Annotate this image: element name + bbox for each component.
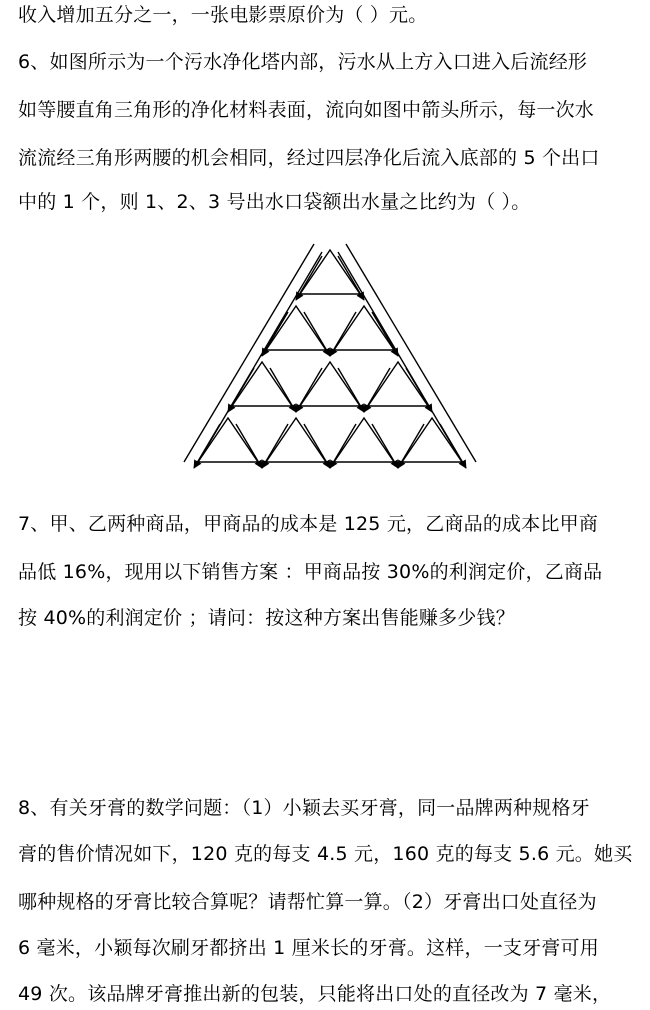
filter-triangle-r2-2: [334, 306, 394, 350]
filter-triangle-r2-1: [266, 306, 326, 350]
q8-line-1: 8、有关牙膏的数学问题：（1）小颖去买牙膏，同一品牌两种规格牙: [18, 797, 590, 819]
filter-triangle-r4-2: [266, 418, 326, 462]
tower-right-outer-wall: [346, 244, 476, 462]
q6-line-4: 中的 1 个，则 1、2、3 号出水口袋额出水量之比约为（ ）。: [18, 191, 531, 213]
q6-line-3: 流流经三角形两腰的机会相同，经过四层净化后流入底部的 5 个出口: [18, 147, 600, 169]
q7-line-3: 按 40%的利润定价 ；请问：按这种方案出售能赚多少钱？: [18, 607, 515, 629]
purification-tower-diagram: [170, 240, 490, 470]
tower-left-outer-wall: [184, 244, 314, 462]
filter-triangle-r3-3: [368, 362, 428, 406]
q6-line-2: 如等腰直角三角形的净化材料表面，流向如图中箭头所示，每一次水: [18, 99, 595, 121]
q7-line-2: 品低 16%，现用以下销售方案 ：甲商品按 30%的利润定价，乙商品: [18, 561, 603, 583]
q8-line-3: 哪种规格的牙膏比较合算呢？请帮忙算一算。（2）牙膏出口处直径为: [18, 891, 597, 913]
q6-line-1: 6、如图所示为一个污水净化塔内部，污水从上方入口进入后流经形: [18, 51, 588, 73]
q5-tail-line: 收入增加五分之一，一张电影票原价为（ ）元。: [18, 4, 428, 26]
q8-line-4: 6 毫米，小颖每次刷牙都挤出 1 厘米长的牙膏。这样，一支牙膏可用: [18, 937, 599, 959]
q7-line-1: 7、甲、乙两种商品，甲商品的成本是 125 元，乙商品的成本比甲商: [18, 513, 599, 535]
filter-triangle-r1-1: [300, 250, 360, 294]
filter-triangle-r4-3: [334, 418, 394, 462]
q8-line-2: 膏的售价情况如下，120 克的每支 4.5 元，160 克的每支 5.6 元。她买: [18, 843, 633, 865]
filter-triangle-r3-1: [232, 362, 292, 406]
q8-line-5: 49 次。该品牌牙膏推出新的包装，只能将出口处的直径改为 7 毫米，: [18, 983, 612, 1005]
filter-triangle-r3-2: [300, 362, 360, 406]
